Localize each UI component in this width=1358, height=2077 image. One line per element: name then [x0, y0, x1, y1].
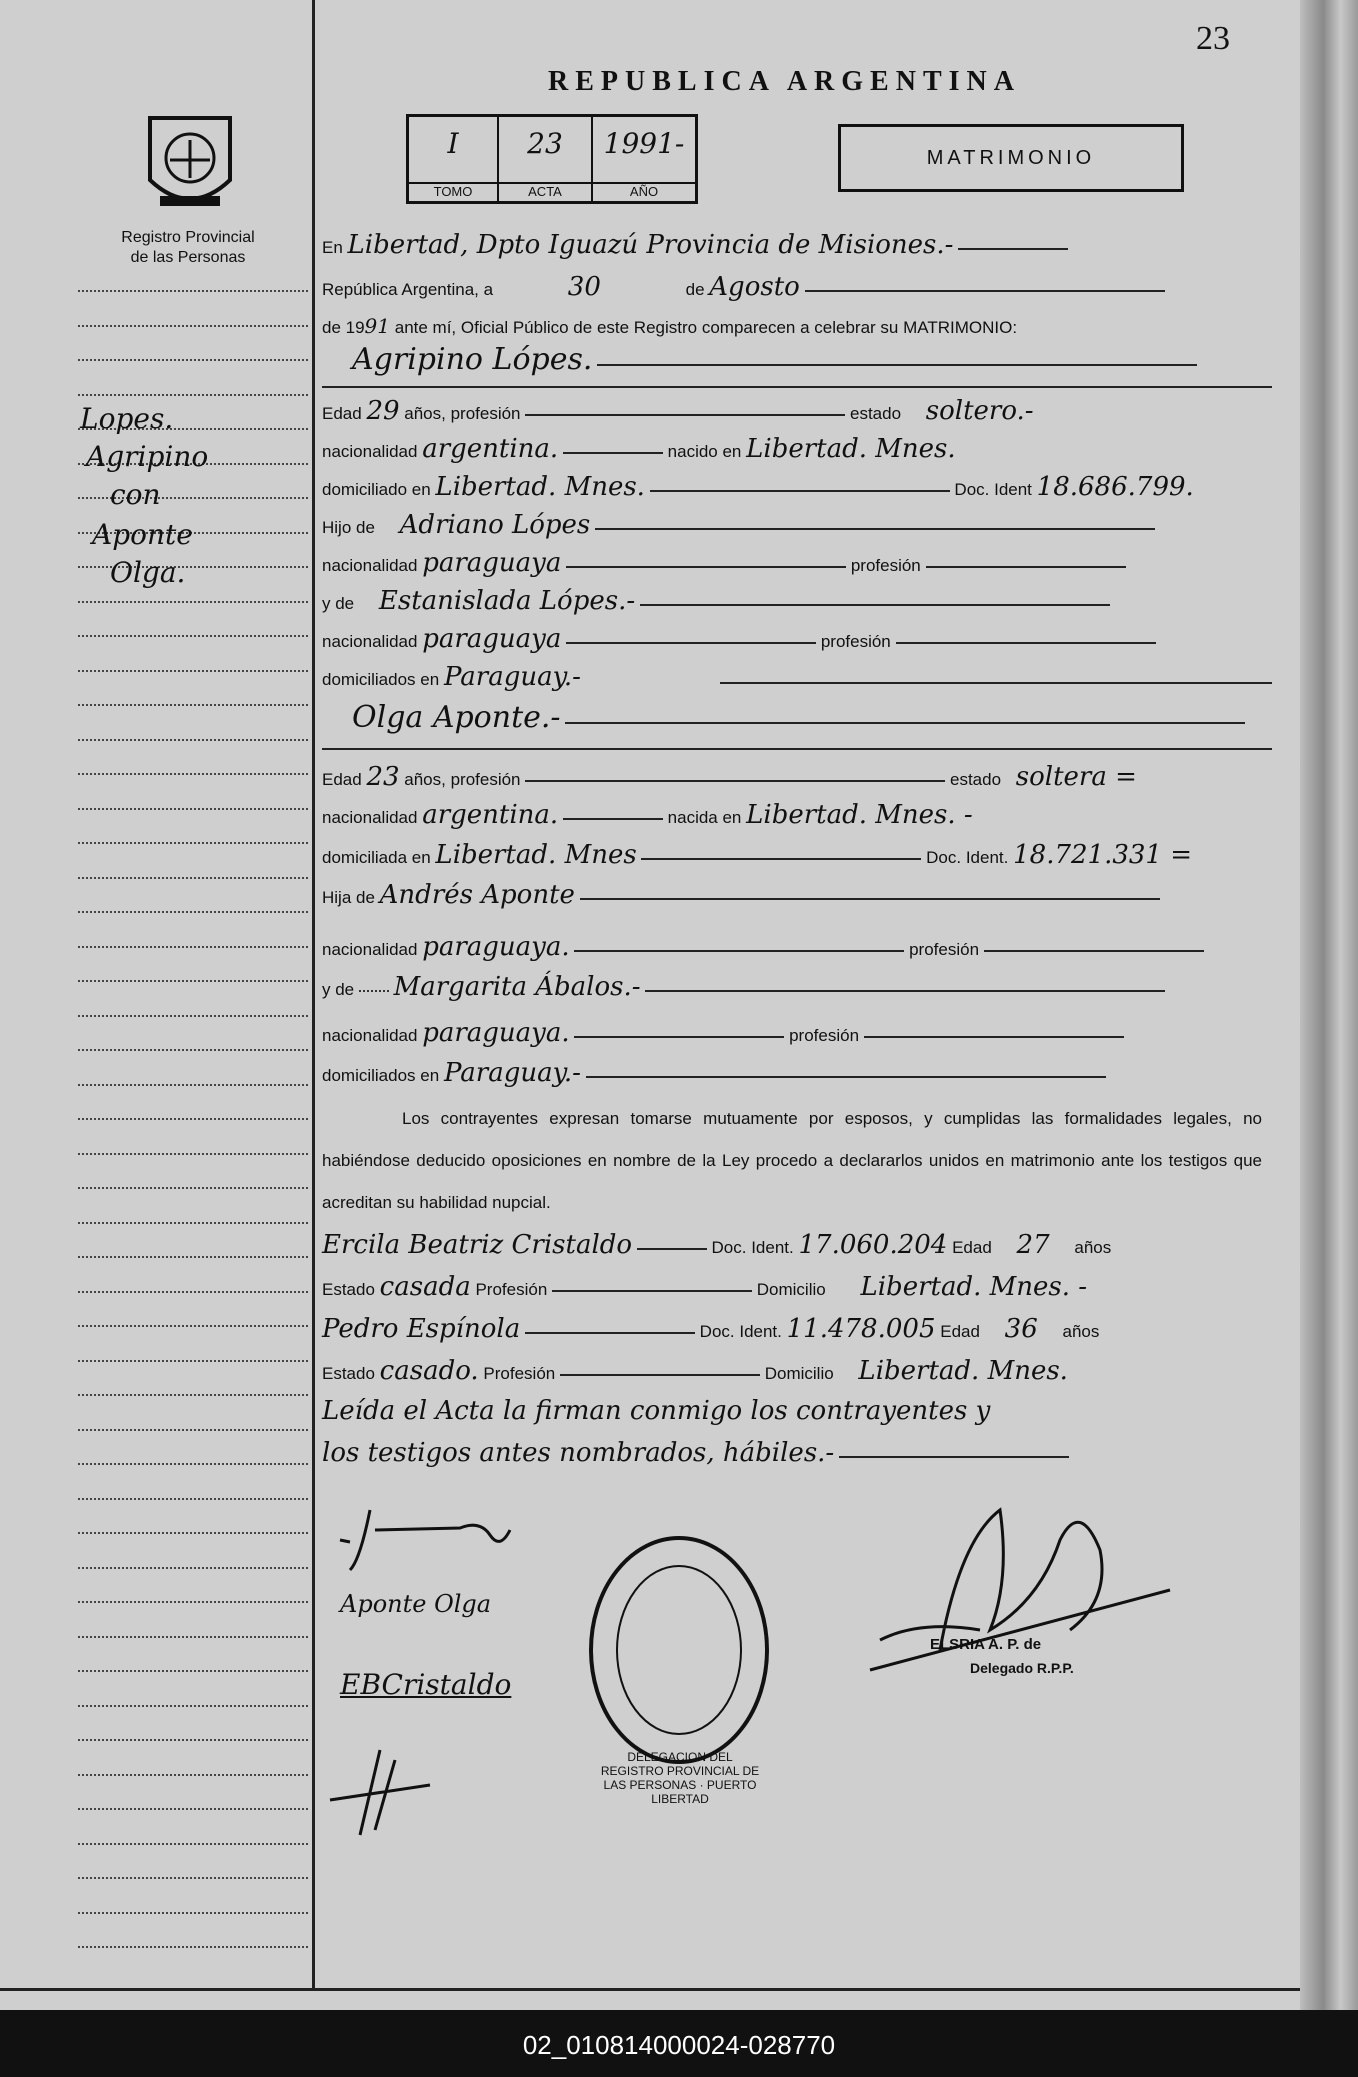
en-label: en	[420, 670, 440, 689]
bride-domicilio: Libertad. Mnes	[435, 840, 637, 870]
closing-line-2	[322, 1438, 1069, 1468]
margin-ruling-line	[78, 739, 308, 741]
nacionalidad-label: nacionalidad	[322, 556, 418, 575]
margin-ruling-line	[78, 290, 308, 292]
closing-line-1	[322, 1396, 990, 1426]
profesion-label: profesión	[909, 940, 980, 959]
margin-ruling-line	[78, 1705, 308, 1707]
place-value: Libertad, Dpto Iguazú Provincia de Misiones.-	[347, 230, 954, 260]
margin-note-line: Olga.	[110, 556, 186, 589]
bride-nacionalidad: argentina.	[422, 800, 559, 830]
margin-ruling-line	[78, 1394, 308, 1396]
bride-nac-row	[322, 800, 973, 830]
margin-ruling-line	[78, 1567, 308, 1569]
margin-ruling-line	[78, 1877, 308, 1879]
page-number: 23	[1196, 20, 1230, 57]
witness1-row	[322, 1230, 1111, 1260]
margin-ruling-line	[78, 1325, 308, 1327]
margin-column	[0, 0, 312, 2010]
day-value: 30	[567, 272, 601, 302]
witness1-age: 27	[1016, 1230, 1050, 1260]
witness1-name: Ercila Beatriz Cristaldo	[322, 1230, 633, 1260]
margin-ruling-line	[78, 842, 308, 844]
estado-label: estado	[949, 770, 1002, 789]
bride-age: 23	[366, 762, 400, 792]
margin-ruling-line	[78, 1463, 308, 1465]
acta-value: 23	[527, 127, 563, 160]
domiciliados-label: domiciliados	[322, 1066, 416, 1085]
margin-ruling-line	[78, 1946, 308, 1948]
groom-father: Adriano Lópes	[399, 510, 591, 540]
groom-mother-row	[322, 586, 1110, 616]
margin-ruling-line	[78, 635, 308, 637]
margin-ruling-line	[78, 1015, 308, 1017]
column-divider	[312, 0, 315, 1990]
en-label: en	[420, 1066, 440, 1085]
registry-seal-icon	[140, 110, 240, 220]
registry-name	[88, 228, 288, 268]
margin-ruling-line	[78, 359, 308, 361]
tomo-cell	[409, 117, 499, 201]
witness2-doc: 11.478.005	[786, 1314, 936, 1344]
witness1-estado: casada	[379, 1272, 471, 1302]
month-value: Agosto	[709, 272, 800, 302]
margin-ruling-line	[78, 1912, 308, 1914]
intro-text: ante mí, Oficial Público de este Registro comparecen a celebrar su MATRIMONIO:	[394, 318, 1018, 337]
margin-ruling-line	[78, 808, 308, 810]
groom-name-row	[322, 342, 1197, 377]
domicilio-label: Domicilio	[764, 1364, 834, 1383]
ano-cell	[593, 117, 695, 201]
bride-father-nac-row	[322, 932, 1204, 962]
margin-note-line: con	[110, 478, 161, 511]
anos-label: años	[1074, 1238, 1112, 1257]
groom-father-nac: paraguaya	[422, 548, 562, 578]
nacionalidad-label: nacionalidad	[322, 940, 418, 959]
year-suffix: 91	[364, 314, 390, 338]
witness1-domicilio: Libertad. Mnes. -	[860, 1272, 1088, 1302]
margin-ruling-line	[78, 1429, 308, 1431]
margin-ruling-line	[78, 1222, 308, 1224]
groom-mother-nac: paraguaya	[422, 624, 562, 654]
groom-age: 29	[366, 396, 400, 426]
groom-age-row	[322, 396, 1034, 426]
margin-ruling-line	[78, 1498, 308, 1500]
doc-label: Doc. Ident	[954, 480, 1032, 499]
margin-ruling-line	[78, 1739, 308, 1741]
anos-label: años, profesión	[404, 770, 521, 789]
bride-age-row	[322, 762, 1137, 792]
witness2-age: 36	[1004, 1314, 1038, 1344]
margin-ruling-line	[78, 1187, 308, 1189]
acta-label: ACTA	[499, 182, 591, 199]
margin-ruling-line	[78, 1360, 308, 1362]
domicilio-label: Domicilio	[756, 1280, 826, 1299]
nacionalidad-label: nacionalidad	[322, 1026, 418, 1045]
groom-estado: soltero.-	[925, 396, 1034, 426]
edad-label: Edad	[322, 404, 362, 423]
en-label: En	[322, 238, 343, 257]
witness2-row	[322, 1314, 1099, 1344]
groom-signature-icon	[330, 1490, 530, 1580]
margin-ruling-line	[78, 980, 308, 982]
margin-ruling-line	[78, 911, 308, 913]
bride-mother-nac: paraguaya.	[422, 1018, 570, 1048]
margin-ruling-line	[78, 1808, 308, 1810]
margin-ruling-line	[78, 946, 308, 948]
domiciliados-label: domiciliados	[322, 670, 416, 689]
closing-text-2: los testigos antes nombrados, hábiles.-	[322, 1438, 835, 1468]
margin-ruling-line	[78, 1843, 308, 1845]
doc-label: Doc. Ident.	[711, 1238, 794, 1257]
bride-parents-dom: Paraguay.-	[443, 1058, 581, 1088]
doc-label: Doc. Ident.	[926, 848, 1009, 867]
domicilio-label: domiciliada en	[322, 848, 431, 867]
groom-end-rule	[720, 682, 1272, 684]
registry-stamp-icon	[584, 1530, 774, 1770]
estado-label: estado	[849, 404, 902, 423]
tomo-value: I	[447, 127, 459, 160]
groom-mother: Estanislada Lópes.-	[378, 586, 636, 616]
nacido-label: nacido en	[667, 442, 742, 461]
margin-ruling-line	[78, 773, 308, 775]
margin-note-line: Agripino	[86, 440, 209, 473]
intro-text-row	[322, 314, 1017, 338]
ano-value: 1991-	[603, 127, 685, 160]
witness2-signature-icon	[320, 1740, 440, 1840]
bride-father: Andrés Aponte	[379, 880, 575, 910]
margin-ruling-line	[78, 1601, 308, 1603]
margin-ruling-line	[78, 1636, 308, 1638]
witness1-status-row	[322, 1272, 1087, 1302]
yde-label: y de	[322, 980, 355, 999]
witness2-status-row	[322, 1356, 1068, 1386]
nacionalidad-label: nacionalidad	[322, 442, 418, 461]
edad-label: Edad	[322, 770, 362, 789]
bride-name: Olga Aponte.-	[352, 700, 561, 735]
margin-ruling-line	[78, 601, 308, 603]
book-binding	[1300, 0, 1358, 2010]
margin-ruling-line	[78, 1774, 308, 1776]
groom-parents-dom-row	[322, 662, 581, 692]
margin-ruling-line	[78, 1670, 308, 1672]
margin-ruling-line	[78, 1118, 308, 1120]
bride-parents-dom-row	[322, 1058, 1106, 1088]
registry-name-line2: de las Personas	[130, 249, 246, 266]
groom-domicilio: Libertad. Mnes.	[435, 472, 645, 502]
margin-ruling-line	[78, 325, 308, 327]
margin-ruling-line	[78, 1532, 308, 1534]
anos-label: años, profesión	[404, 404, 521, 423]
bride-dom-row	[322, 840, 1192, 870]
bride-nacida: Libertad. Mnes. -	[746, 800, 973, 830]
groom-mother-nac-row	[322, 624, 1156, 654]
groom-nac-row	[322, 434, 956, 464]
edad-label: Edad	[940, 1322, 980, 1341]
groom-nacionalidad: argentina.	[422, 434, 559, 464]
groom-rule	[322, 386, 1272, 388]
groom-dom-row	[322, 472, 1194, 502]
officer-stamp-line1: ELSRIA A. P. de	[930, 1636, 1042, 1653]
hijo-label: Hijo de	[322, 518, 375, 537]
bottom-rule	[0, 1988, 1300, 1991]
registry-name-line1: Registro Provincial	[121, 229, 255, 246]
margin-ruling-line	[78, 1049, 308, 1051]
margin-ruling-line	[78, 394, 308, 396]
groom-doc: 18.686.799.	[1036, 472, 1194, 502]
margin-ruling-line	[78, 1084, 308, 1086]
domicilio-label: domiciliado en	[322, 480, 431, 499]
edad-label: Edad	[952, 1238, 992, 1257]
profesion-label: profesión	[820, 632, 891, 651]
bride-mother: Margarita Ábalos.-	[393, 972, 641, 1002]
file-identifier: 02_010814000024-028770	[522, 2030, 836, 2060]
groom-nacido: Libertad. Mnes.	[746, 434, 956, 464]
groom-name: Agripino Lópes.	[352, 342, 593, 377]
acta-box	[406, 114, 698, 204]
witness2-estado: casado.	[379, 1356, 479, 1386]
act-type-box: MATRIMONIO	[838, 124, 1184, 192]
bride-mother-row	[322, 972, 1165, 1002]
groom-parents-dom: Paraguay.-	[443, 662, 581, 692]
intro-date-row	[322, 272, 1165, 302]
republica-label: República Argentina, a	[322, 280, 494, 299]
officer-stamp-line2: Delegado R.P.P.	[970, 1660, 1074, 1676]
nacionalidad-label: nacionalidad	[322, 808, 418, 827]
de-label: de	[685, 280, 705, 299]
hija-label: Hija de	[322, 888, 375, 907]
nacida-label: nacida en	[667, 808, 742, 827]
witness2-name: Pedro Espínola	[322, 1314, 521, 1344]
profesion-label: profesión	[850, 556, 921, 575]
margin-ruling-line	[78, 1153, 308, 1155]
bride-name-row	[322, 700, 1245, 735]
nacionalidad-label: nacionalidad	[322, 632, 418, 651]
bride-estado: soltera =	[1015, 762, 1137, 792]
yde-label: y de	[322, 594, 355, 613]
tomo-label: TOMO	[409, 182, 497, 199]
profesion-label: profesión	[789, 1026, 860, 1045]
bride-father-row	[322, 880, 1160, 910]
closing-text-1: Leída el Acta la firman conmigo los contrayentes y	[322, 1396, 991, 1426]
country-heading: REPUBLICA ARGENTINA	[548, 66, 1021, 97]
profesion-label: Profesión	[475, 1280, 548, 1299]
de19-label: de 19	[322, 318, 365, 337]
profesion-label: Profesión	[483, 1364, 556, 1383]
ano-label: AÑO	[593, 182, 695, 199]
margin-ruling-line	[78, 1291, 308, 1293]
bride-mother-nac-row	[322, 1018, 1124, 1048]
bride-doc: 18.721.331 =	[1013, 840, 1193, 870]
bride-signature: Aponte Olga	[340, 1590, 492, 1618]
witness1-signature: EBCristaldo	[340, 1668, 512, 1701]
margin-ruling-line	[78, 704, 308, 706]
doc-label: Doc. Ident.	[699, 1322, 782, 1341]
groom-father-nac-row	[322, 548, 1126, 578]
bride-rule	[322, 748, 1272, 750]
intro-place-row	[322, 230, 1068, 260]
margin-note-line: Lopes.	[80, 402, 174, 435]
stamp-text: DELEGACION DEL REGISTRO PROVINCIAL DE LAS PERSONAS · PUERTO LIBERTAD	[600, 1750, 760, 1806]
acta-cell	[499, 117, 593, 201]
declaration-text: Los contrayentes expresan tomarse mutuamente por esposos, y cumplidas las formalidades legales, no habiéndose deducido oposiciones en nombre de la Ley procedo a declararlos unidos en matrimonio ante los testigos que acreditan su habilidad nupcial.	[322, 1109, 1262, 1212]
bride-father-nac: paraguaya.	[422, 932, 570, 962]
anos-label: años	[1062, 1322, 1100, 1341]
margin-ruling-line	[78, 670, 308, 672]
witness1-doc: 17.060.204	[798, 1230, 948, 1260]
estado-label: Estado	[322, 1364, 375, 1383]
margin-ruling-line	[78, 877, 308, 879]
estado-label: Estado	[322, 1280, 375, 1299]
groom-father-row	[322, 510, 1155, 540]
margin-note-line: Aponte	[92, 518, 193, 551]
margin-ruling-line	[78, 1256, 308, 1258]
witness2-domicilio: Libertad. Mnes.	[858, 1356, 1068, 1386]
